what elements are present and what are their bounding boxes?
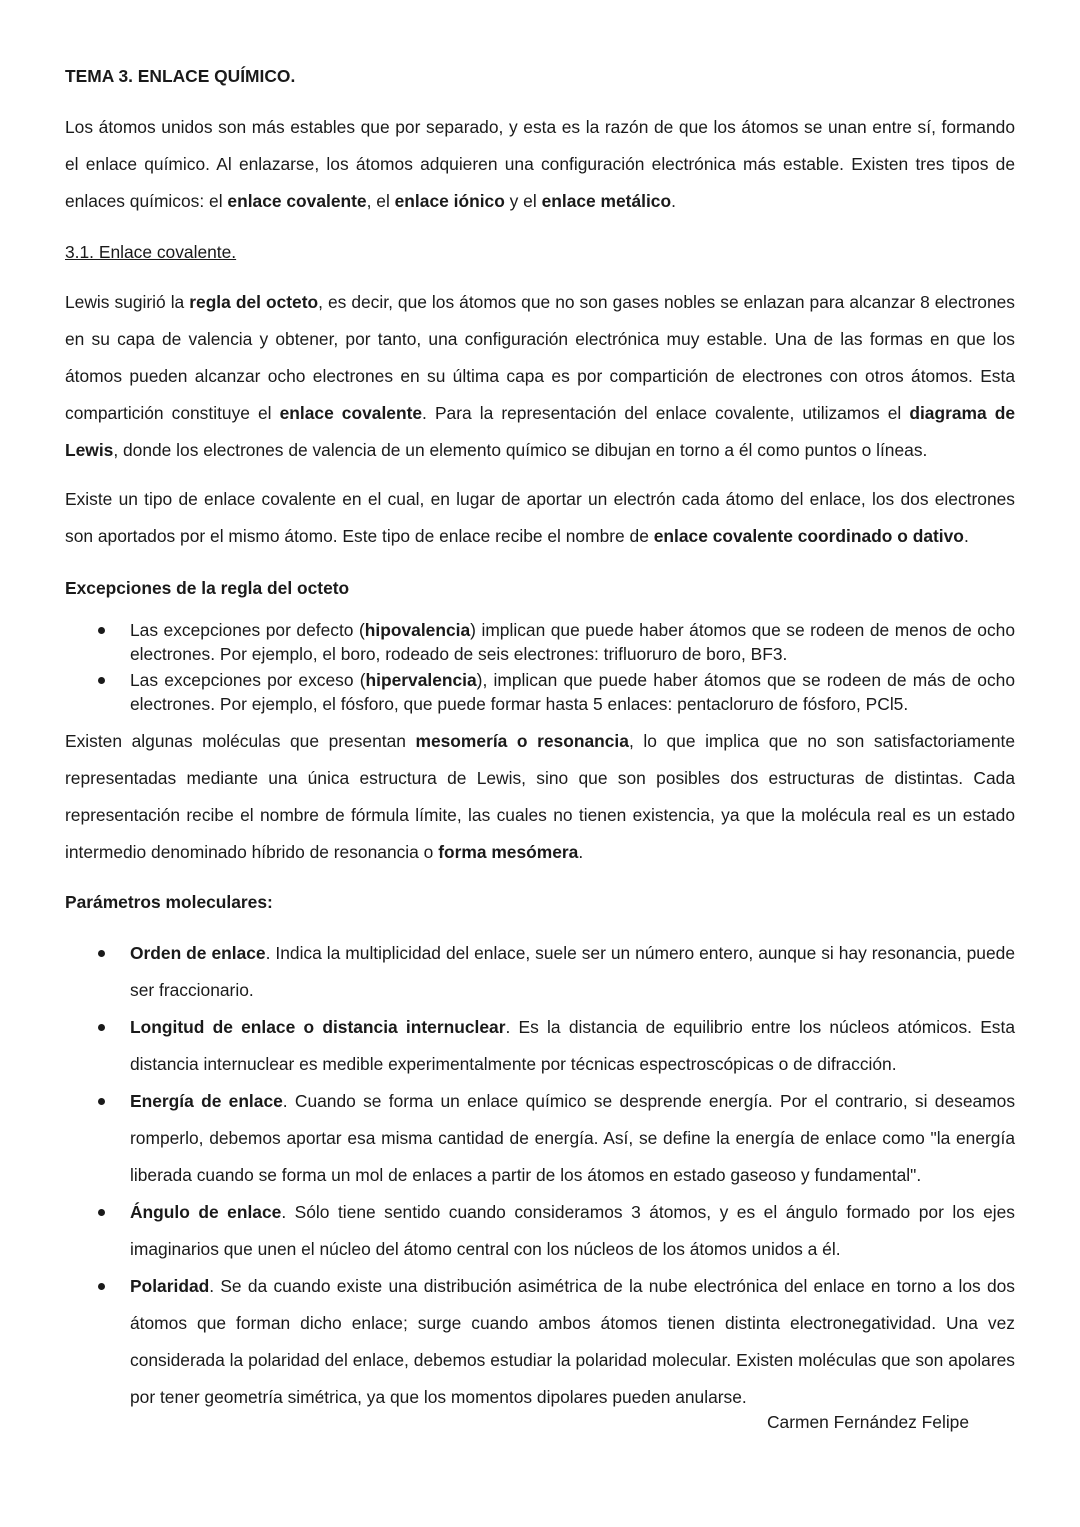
author-signature: Carmen Fernández Felipe xyxy=(767,1412,970,1432)
list-item: Las excepciones por defecto (hipovalencia) implican que puede haber átomos que se rodeen de menos de ocho electrones. Por ejemplo, el boro, rodeado de seis electrones: trifluoruro de boro, BF3. xyxy=(65,618,1015,666)
list-item: Las excepciones por exceso (hipervalencia), implican que puede haber átomos que se rodeen de más de ocho electrones. Por ejemplo, el fósforo, que puede formar hasta 5 enlaces: pentacloruro de fósforo, PCl5. xyxy=(65,668,1015,716)
list-item: Orden de enlace. Indica la multiplicidad del enlace, suele ser un número entero, aunque si hay resonancia, puede ser fraccionario. xyxy=(65,935,1015,1009)
parametros-heading: Parámetros moleculares: xyxy=(65,892,273,912)
list-item: Ángulo de enlace. Sólo tiene sentido cuando consideramos 3 átomos, y es el ángulo formado por los ejes imaginarios que unen el núcleo del átomo central con los núcleos de los átomos unidos a él. xyxy=(65,1194,1015,1268)
lewis-paragraph: Lewis sugirió la regla del octeto, es decir, que los átomos que no son gases nobles se enlazan para alcanzar 8 electrones en su capa de valencia y obtener, por tanto, una configuración electrónica muy estable. Una de las formas en que los átomos pueden alcanzar ocho electrones en su última capa es por compartición de electrones con otros átomos. Esta compartición constituye el enlace covalente. Para la representación del enlace covalente, utilizamos el diagrama de Lewis, donde los electrones de valencia de un elemento químico se dibujan en torno a él como puntos o líneas. xyxy=(65,292,1016,460)
list-item: Polaridad. Se da cuando existe una distribución asimétrica de la nube electrónica del enlace en torno a los dos átomos que forman dicho enlace; surge cuando ambos átomos tienen distinta electronegatividad. Una vez considerada la polaridad del enlace, debemos estudiar la polaridad molecular. Existen moléculas que son apolares por tener geometría simétrica, ya que los momentos dipolares pueden anularse. xyxy=(65,1268,1015,1416)
parametros-list xyxy=(65,935,1015,1416)
resonancia-paragraph: Existen algunas moléculas que presentan mesomería o resonancia, lo que implica que no son satisfactoriamente representadas mediante una única estructura de Lewis, sino que son posibles dos estructuras de distintas. Cada representación recibe el nombre de fórmula límite, las cuales no tienen existencia, ya que la molécula real es un estado intermedio denominado híbrido de resonancia o forma mesómera. xyxy=(65,731,1016,862)
section-heading-enlace-covalente: 3.1. Enlace covalente. xyxy=(65,242,237,262)
excepciones-list xyxy=(65,618,1015,718)
page-title: TEMA 3. ENLACE QUÍMICO. xyxy=(65,66,296,86)
excepciones-heading: Excepciones de la regla del octeto xyxy=(65,578,350,598)
intro-paragraph: Los átomos unidos son más estables que por separado, y esta es la razón de que los átomos se unan entre sí, formando el enlace químico. Al enlazarse, los átomos adquieren una configuración electrónica más estable. Existen tres tipos de enlaces químicos: el enlace covalente, el enlace iónico y el enlace metálico. xyxy=(65,117,1015,211)
dativo-paragraph: Existe un tipo de enlace covalente en el cual, en lugar de aportar un electrón cada átomo del enlace, los dos electrones son aportados por el mismo átomo. Este tipo de enlace recibe el nombre de enlace covalente coordinado o dativo. xyxy=(65,489,1015,546)
list-item: Longitud de enlace o distancia internuclear. Es la distancia de equilibrio entre los núcleos atómicos. Esta distancia internuclear es medible experimentalmente por técnicas espectroscópicas o de difracción. xyxy=(65,1009,1015,1083)
list-item: Energía de enlace. Cuando se forma un enlace químico se desprende energía. Por el contrario, si deseamos romperlo, debemos aportar esa misma cantidad de energía. Así, se define la energía de enlace como "la energía liberada cuando se forma un mol de enlaces a partir de los átomos en estado gaseoso y fundamental". xyxy=(65,1083,1015,1194)
